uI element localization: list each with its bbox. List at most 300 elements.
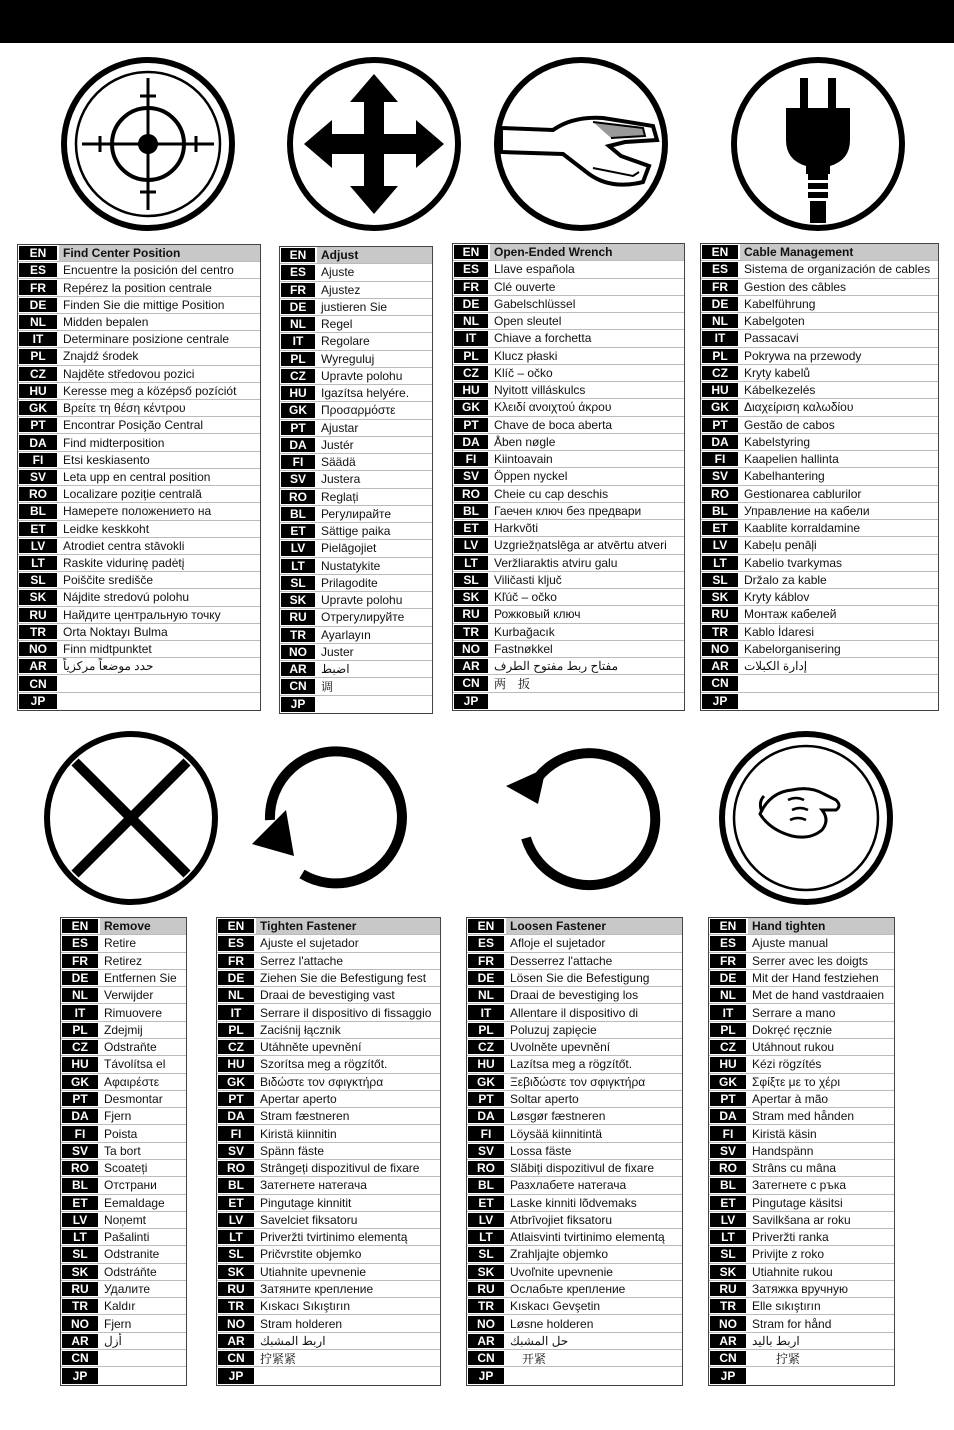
translation-text: 开紧 (510, 1351, 547, 1366)
table-row (61, 1367, 186, 1384)
translation-text: Найдите центральную точку (63, 607, 221, 622)
table-row (453, 451, 684, 468)
language-code: NL (62, 988, 98, 1002)
translation-text: Orta Noktayı Bulma (63, 624, 168, 639)
translation-text: Encuentre la posición del centro (63, 263, 234, 278)
translation-text: Leta upp en central position (63, 469, 211, 484)
translation-text: Reglați (321, 489, 359, 504)
translation-text: Nájdite stredovú polohu (63, 590, 190, 605)
translation-text: حدد موضعاً مركزياً (63, 659, 154, 674)
translation-text: Cheie cu cap deschis (494, 486, 609, 501)
table-row (217, 918, 440, 935)
language-code: ET (468, 1196, 504, 1210)
translation-text: Kiristä kiinnitin (260, 1126, 337, 1141)
translation-text: أزل (104, 1333, 122, 1348)
translation-text: Διαχείριση καλωδίου (744, 400, 854, 415)
table-row (18, 262, 260, 279)
translation-text: Poiščite središče (63, 573, 154, 588)
table-row (709, 987, 894, 1004)
translation-text: Ajustar (321, 420, 359, 435)
table-row (453, 624, 684, 641)
language-code: NO (454, 642, 488, 656)
table-row (61, 1264, 186, 1281)
translation-text: Chiave a forchetta (494, 331, 592, 346)
table-row (467, 1333, 682, 1350)
table-row (467, 1281, 682, 1298)
language-code: SL (702, 573, 738, 587)
translation-text: Verwijder (104, 988, 154, 1003)
language-code: IT (281, 334, 315, 348)
translation-text: Uvoľnite upevnenie (510, 1264, 613, 1279)
table-row (18, 503, 260, 520)
table-row (61, 1298, 186, 1315)
language-code: FR (62, 954, 98, 968)
language-code: SL (19, 573, 57, 587)
translation-text: Open sleutel (494, 314, 562, 329)
translation-text: مفتاح ربط مفتوح الطرف (494, 659, 619, 674)
translation-text: Etsi keskiasento (63, 452, 150, 467)
table-row (709, 1367, 894, 1384)
table-row (453, 468, 684, 485)
language-code: ET (19, 522, 57, 536)
translation-text (59, 693, 260, 710)
language-code: PL (702, 349, 738, 363)
tighten-clockwise-icon (242, 738, 418, 898)
language-code: ES (468, 936, 504, 950)
translation-text: Ta bort (104, 1143, 141, 1158)
adjust-table (279, 246, 433, 714)
table-row (280, 540, 432, 557)
language-code: DA (218, 1109, 254, 1123)
language-code: DE (281, 300, 315, 314)
table-row (453, 244, 684, 261)
language-code: SK (710, 1265, 746, 1279)
translation-text: Отрегулируйте (321, 610, 405, 625)
table-row (280, 471, 432, 488)
language-code: LV (454, 538, 488, 552)
table-row (61, 1039, 186, 1056)
language-code: FR (218, 954, 254, 968)
table-row (709, 1056, 894, 1073)
translation-text: Klucz płaski (494, 348, 558, 363)
translation-text: Αφαιρέστε (104, 1074, 160, 1089)
table-row (453, 313, 684, 330)
translation-text: Pokrywa na przewody (744, 348, 862, 363)
translation-text (317, 696, 432, 713)
translation-text: Serrez l'attache (260, 953, 343, 968)
language-code: CN (62, 1351, 98, 1365)
table-row (467, 1367, 682, 1384)
language-code: PT (62, 1092, 98, 1106)
language-code: GK (710, 1075, 746, 1089)
language-code: DE (468, 971, 504, 985)
table-row (61, 1281, 186, 1298)
translation-text: Utáhněte upevnění (260, 1040, 362, 1055)
table-row (280, 696, 432, 713)
language-code: LV (281, 541, 315, 555)
table-row (701, 589, 938, 606)
language-code: EN (468, 919, 504, 933)
translation-text: Säädä (321, 455, 356, 470)
translation-text: Laske kinniti lõdvemaks (510, 1195, 637, 1210)
language-code: ET (281, 524, 315, 538)
translation-text: Atlaisvinti tvirtinimo elementą (510, 1230, 665, 1245)
language-code: ET (702, 521, 738, 535)
wrench-table (452, 243, 685, 711)
language-code: DA (281, 438, 315, 452)
translation-text: Távolítsa el (104, 1057, 166, 1072)
translation-text: Βιδώστε τον σφιγκτήρα (260, 1074, 384, 1089)
language-code: CZ (19, 367, 57, 381)
language-code: DA (62, 1109, 98, 1123)
translation-text (100, 1350, 186, 1366)
language-code: RO (468, 1161, 504, 1175)
translation-text: Regolare (321, 334, 370, 349)
table-row (18, 641, 260, 658)
translation-text: Draai de bevestiging los (510, 988, 639, 1003)
language-code: NL (454, 314, 488, 328)
translation-text: Eemaldage (104, 1195, 165, 1210)
table-row (18, 348, 260, 365)
language-code: EN (19, 246, 57, 260)
language-code: GK (62, 1075, 98, 1089)
language-code: EN (62, 919, 98, 933)
table-row (61, 1022, 186, 1039)
table-row (701, 244, 938, 261)
translation-text: Разхлабете натегача (510, 1178, 627, 1193)
language-code: EN (710, 919, 746, 933)
table-row (467, 987, 682, 1004)
table-row (701, 382, 938, 399)
language-code: ES (710, 936, 746, 950)
table-row (453, 520, 684, 537)
language-code: HU (702, 383, 738, 397)
language-code: FI (19, 453, 57, 467)
translation-text: Løsgør fæstneren (510, 1109, 606, 1124)
language-code: LV (19, 539, 57, 553)
table-row (453, 348, 684, 365)
translation-text: Pingutage kinnitit (260, 1195, 352, 1210)
table-row (467, 1264, 682, 1281)
table-row (709, 935, 894, 952)
language-code: LV (62, 1213, 98, 1227)
table-row (453, 555, 684, 572)
table-row (701, 520, 938, 537)
language-code: RU (281, 610, 315, 624)
language-code: CZ (218, 1040, 254, 1054)
table-row (701, 365, 938, 382)
language-code: SK (454, 590, 488, 604)
table-row (217, 1246, 440, 1263)
translation-text: Prilagodite (321, 575, 378, 590)
language-code: DA (454, 435, 488, 449)
translation-text: Soltar aperto (510, 1091, 579, 1106)
table-heading: Tighten Fastener (256, 918, 440, 934)
language-code: NO (218, 1316, 254, 1330)
table-row (467, 935, 682, 952)
translation-text: Åben nøgle (494, 434, 556, 449)
table-row (709, 1333, 894, 1350)
translation-text: Lösen Sie die Befestigung (510, 970, 650, 985)
translation-text: Kryty kabelů (744, 365, 811, 380)
language-code: FR (468, 954, 504, 968)
table-row (709, 1125, 894, 1142)
table-row (217, 1039, 440, 1056)
language-code: NL (468, 988, 504, 1002)
translation-text: Determinare posizione centrale (63, 332, 230, 347)
language-code: CZ (468, 1040, 504, 1054)
language-code: TR (218, 1299, 254, 1313)
language-code: DE (454, 297, 488, 311)
table-row (61, 1350, 186, 1367)
translation-text: Serrare a mano (752, 1005, 836, 1020)
language-code: LT (19, 556, 57, 570)
translation-text: Znajdź środek (63, 349, 139, 364)
translation-text: Poista (104, 1126, 138, 1141)
table-row (453, 261, 684, 278)
language-code: ET (454, 521, 488, 535)
language-code: NL (281, 317, 315, 331)
translation-text: Klíč – očko (494, 365, 553, 380)
table-row (709, 1281, 894, 1298)
translation-text: Justér (321, 437, 354, 452)
language-code: RU (62, 1282, 98, 1296)
remove-table (60, 917, 187, 1386)
table-row (453, 606, 684, 623)
language-code: DE (62, 971, 98, 985)
translation-text: Kabelführung (744, 296, 816, 311)
translation-text: Repérez la position centrale (63, 280, 212, 295)
language-code: AR (281, 662, 315, 676)
table-row (467, 1195, 682, 1212)
table-row (709, 1091, 894, 1108)
language-code: CN (702, 676, 738, 690)
translation-text: Gestionarea cablurilor (744, 486, 862, 501)
translation-text: Nustatykite (321, 558, 381, 573)
language-code: SV (218, 1144, 254, 1158)
language-code: LV (710, 1213, 746, 1227)
translation-text: Odstraňte (104, 1040, 157, 1055)
table-row (217, 1143, 440, 1160)
language-code: SK (19, 590, 57, 604)
language-code: PT (454, 418, 488, 432)
translation-text: Desmontar (104, 1091, 163, 1106)
language-code: JP (62, 1368, 98, 1383)
table-row (18, 555, 260, 572)
table-row (701, 537, 938, 554)
table-row (467, 918, 682, 935)
language-code: GK (702, 400, 738, 414)
table-row (280, 644, 432, 661)
translation-text: Gabelschlüssel (494, 296, 576, 311)
table-row (61, 1212, 186, 1229)
table-row (217, 1350, 440, 1367)
translation-text: Kiintoavain (494, 452, 553, 467)
language-code: IT (218, 1005, 254, 1019)
translation-text: Zdejmij (104, 1022, 143, 1037)
table-row (61, 1177, 186, 1194)
translation-text: Atrodiet centra stāvokli (63, 538, 185, 553)
table-row (709, 1195, 894, 1212)
table-heading: Loosen Fastener (506, 918, 682, 934)
table-row (467, 970, 682, 987)
language-code: HU (710, 1057, 746, 1071)
table-row (217, 987, 440, 1004)
translation-text: Encontrar Posição Central (63, 418, 204, 433)
adjust-arrows-icon (286, 56, 462, 232)
table-row (61, 1074, 186, 1091)
translation-text: Pričvrstite objemko (260, 1247, 362, 1262)
table-row (61, 918, 186, 935)
table-row (61, 935, 186, 952)
translation-text: Upravte polohu (321, 368, 403, 383)
table-row (61, 987, 186, 1004)
table-row (467, 1022, 682, 1039)
language-code: LV (218, 1213, 254, 1227)
table-row (701, 468, 938, 485)
translation-text: 两 扳 (494, 676, 531, 691)
table-row (467, 1125, 682, 1142)
translation-text: Szorítsa meg a rögzítőt. (260, 1057, 388, 1072)
language-code: RO (218, 1161, 254, 1175)
language-code: BL (702, 504, 738, 518)
language-code: JP (468, 1368, 504, 1383)
language-code: NL (702, 314, 738, 328)
translation-text: Zrahljajte objemko (510, 1247, 609, 1262)
translation-text: Рожковый ключ (494, 607, 581, 622)
language-code: TR (19, 625, 57, 639)
table-row (701, 399, 938, 416)
table-row (18, 297, 260, 314)
table-row (61, 1091, 186, 1108)
language-code: RU (454, 607, 488, 621)
translation-text: Pašalinti (104, 1230, 150, 1245)
table-row (61, 1125, 186, 1142)
language-code: SV (62, 1144, 98, 1158)
table-row (280, 264, 432, 281)
translation-text: Løsne holderen (510, 1316, 594, 1331)
language-code: EN (281, 248, 315, 262)
translation-text: Намерете положението на (63, 504, 212, 519)
table-row (217, 1264, 440, 1281)
translation-text: Kabelio tvarkymas (744, 555, 843, 570)
language-code: ES (281, 265, 315, 279)
language-code: RO (19, 487, 57, 501)
translation-text: Βρείτε τη θέση κέντρου (63, 401, 186, 416)
table-heading: Find Center Position (59, 245, 260, 261)
language-code: NO (281, 645, 315, 659)
language-code: CN (710, 1351, 746, 1365)
table-row (18, 675, 260, 692)
table-row (709, 1004, 894, 1021)
language-code: FR (702, 280, 738, 294)
translation-text: Lossa fäste (510, 1143, 572, 1158)
translation-text: Utiahnite upevnenie (260, 1264, 367, 1279)
translation-text: Retire (104, 936, 137, 951)
table-row (709, 1074, 894, 1091)
table-row (467, 1350, 682, 1367)
language-code: RU (710, 1282, 746, 1296)
language-code: SV (454, 469, 488, 483)
language-code: LV (702, 538, 738, 552)
translation-text: Kıskacı Sıkıştırın (260, 1299, 351, 1314)
table-row (61, 1004, 186, 1021)
table-row (467, 1177, 682, 1194)
table-row (18, 607, 260, 624)
translation-text: Desserrez l'attache (510, 953, 613, 968)
table-row (701, 451, 938, 468)
translation-text: Savilkšana ar roku (752, 1212, 851, 1227)
language-code: BL (454, 504, 488, 518)
table-row (280, 282, 432, 299)
table-row (61, 1229, 186, 1246)
translation-text: Juster (321, 644, 354, 659)
language-code: CZ (281, 369, 315, 383)
table-row (701, 658, 938, 675)
table-row (18, 279, 260, 296)
language-code: HU (468, 1057, 504, 1071)
language-code: NL (218, 988, 254, 1002)
language-code: SV (468, 1144, 504, 1158)
language-code: FI (62, 1126, 98, 1140)
table-row (709, 953, 894, 970)
translation-text: Kablo İdaresi (744, 624, 815, 639)
table-row (280, 506, 432, 523)
table-row (453, 399, 684, 416)
table-row (709, 1264, 894, 1281)
translation-text: Strângeți dispozitivul de fixare (260, 1161, 420, 1176)
table-row (709, 1108, 894, 1125)
language-code: AR (710, 1334, 746, 1348)
translation-text: Pingutage käsitsi (752, 1195, 843, 1210)
language-code: JP (710, 1368, 746, 1383)
translation-text: Gestão de cabos (744, 417, 835, 432)
table-row (709, 1246, 894, 1263)
language-code: PL (281, 352, 315, 366)
translation-text: Fjern (104, 1109, 132, 1124)
table-row (217, 1091, 440, 1108)
table-row (217, 1022, 440, 1039)
language-code: IT (468, 1005, 504, 1019)
language-code: GK (281, 403, 315, 417)
language-code: NO (710, 1316, 746, 1330)
translation-text: Stram for hånd (752, 1316, 832, 1331)
language-code: PT (281, 421, 315, 435)
translation-text: Elle sıkıştırın (752, 1299, 821, 1314)
table-row (61, 1333, 186, 1350)
translation-text: Priveržti ranka (752, 1230, 829, 1245)
translation-text: Atbrīvojiet fiksatoru (510, 1212, 613, 1227)
language-code: SL (62, 1247, 98, 1261)
language-code: NO (468, 1316, 504, 1330)
translation-text: Odstranite (104, 1247, 160, 1262)
language-code: AR (702, 659, 738, 673)
table-row (467, 1056, 682, 1073)
translation-text: 拧紧紧 (260, 1351, 297, 1366)
translation-text: Scoateți (104, 1161, 148, 1176)
table-row (217, 1056, 440, 1073)
loosen-fastener-table (466, 917, 683, 1386)
table-row (701, 675, 938, 692)
table-row (280, 678, 432, 695)
table-row (467, 1315, 682, 1332)
language-code: PT (218, 1092, 254, 1106)
table-row (467, 1298, 682, 1315)
table-row (18, 366, 260, 383)
language-code: ES (62, 936, 98, 950)
language-code: JP (281, 697, 315, 712)
language-code: FR (710, 954, 746, 968)
